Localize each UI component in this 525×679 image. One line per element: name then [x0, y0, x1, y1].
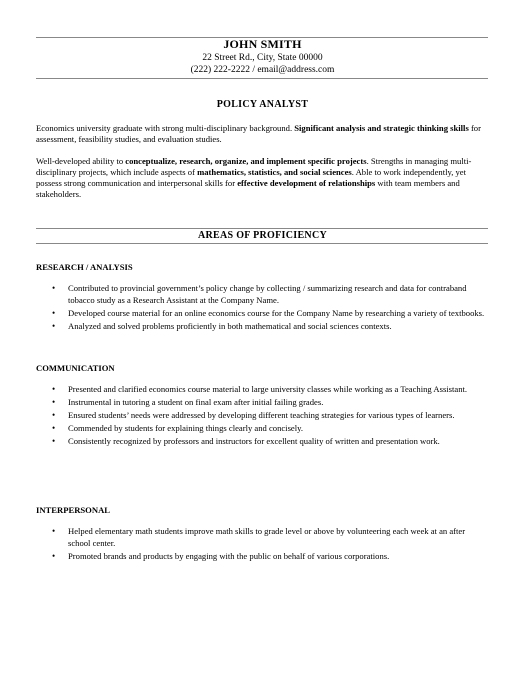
- list-item: • Consistently recognized by professors and instructors for excellent quality of written and presentation work.: [36, 436, 488, 448]
- contact-line: (222) 222-2222 / email@address.com: [190, 65, 335, 75]
- list-item: • Ensured students’ needs were addressed by developing different teaching strategies for various types of learners.: [36, 410, 488, 422]
- list-item: • Promoted brands and products by engaging with the public on behalf of various corporations.: [36, 551, 488, 563]
- list-item: • Developed course material for an online economics course for the Company Name by researching a variety of textbooks.: [36, 308, 488, 320]
- address-line: 22 Street Rd., City, State 00000: [202, 53, 323, 63]
- summary-paragraph-1: [36, 123, 491, 145]
- interpersonal-list: [36, 526, 488, 564]
- list-item: • Helped elementary math students improve math skills to grade level or above by volunteering each week at an after school center.: [36, 526, 488, 549]
- candidate-name: JOHN SMITH: [223, 37, 302, 51]
- text-run: . Strengths in managing multi-disciplinary projects, which include aspects of: [36, 156, 472, 177]
- text-run: for assessment, feasibility studies, and evaluation studies.: [36, 123, 481, 144]
- research-heading: RESEARCH / ANALYSIS: [36, 262, 133, 272]
- list-item: • Contributed to provincial government’s policy change by collecting / summarizing research and data for contraband tobacco study as a Research Assistant at the Company Name.: [36, 283, 488, 306]
- bold-phrase: Significant analysis and strategic thinking skills: [294, 123, 469, 133]
- list-item: • Commended by students for explaining things clearly and concisely.: [36, 423, 488, 435]
- section-bottom-rule: [36, 243, 488, 244]
- text-run: Economics university graduate with strong multi-disciplinary background.: [36, 123, 295, 133]
- research-list: [36, 283, 488, 334]
- text-run: Well-developed ability to: [36, 156, 126, 166]
- summary-paragraph-2: [36, 156, 491, 200]
- communication-list: [36, 384, 488, 449]
- text-run: with team members and stakeholders.: [36, 178, 460, 199]
- header-rule: [36, 78, 488, 79]
- list-item: • Instrumental in tutoring a student on final exam after initial failing grades.: [36, 397, 488, 409]
- list-item: • Analyzed and solved problems proficiently in both mathematical and social sciences contexts.: [36, 321, 488, 333]
- bold-phrase: conceptualize, research, organize, and implement specific projects: [125, 156, 367, 166]
- job-title: POLICY ANALYST: [216, 99, 309, 110]
- section-heading: AREAS OF PROFICIENCY: [198, 230, 327, 241]
- bold-phrase: mathematics, statistics, and social sciences: [197, 167, 352, 177]
- communication-heading: COMMUNICATION: [36, 363, 115, 373]
- interpersonal-heading: INTERPERSONAL: [36, 505, 111, 515]
- bold-phrase: effective development of relationships: [237, 178, 376, 188]
- text-run: . Able to work independently, yet possess strong communication and interpersonal skills for: [36, 167, 467, 188]
- list-item: • Presented and clarified economics course material to large university classes while working as a Teaching Assistant.: [36, 384, 488, 396]
